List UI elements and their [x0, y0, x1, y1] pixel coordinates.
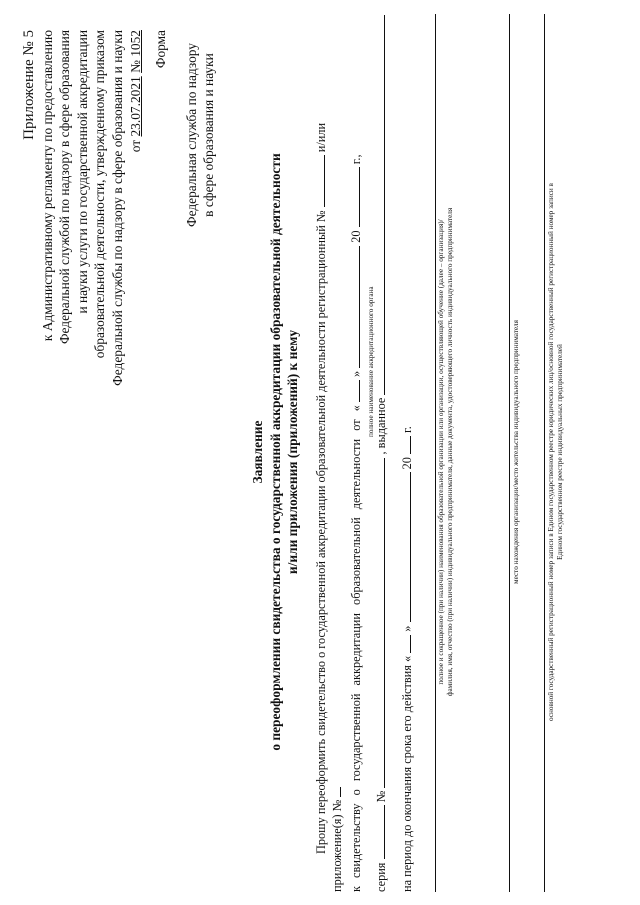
document-subtitle-2: и/или приложения (приложений) к нему: [285, 329, 300, 575]
reg-number-field[interactable]: [314, 155, 325, 207]
ogrn-caption-2: Едином государственном реестре индивидуальных предпринимателей: [556, 344, 564, 560]
appendix-number: Приложение № 5: [21, 30, 37, 140]
recipient-line-1: Федеральная служба по надзору: [184, 43, 199, 228]
reglament-line-3: и науки услуги по государственной аккредитации: [74, 30, 90, 314]
series-field[interactable]: [374, 805, 385, 859]
cert-year-field[interactable]: [349, 167, 360, 227]
form-label: Форма: [153, 30, 168, 69]
org-name-line[interactable]: [435, 14, 436, 892]
period-year-prefix: 20: [400, 457, 414, 470]
series-label: серия: [374, 862, 388, 892]
cert-day-field[interactable]: [349, 380, 360, 402]
issued-text: , выданное: [374, 397, 388, 455]
cert-number-field[interactable]: [374, 458, 385, 788]
reglament-line-4: образовательной деятельности, утвержденному приказом: [92, 30, 108, 359]
document-subtitle-1: о переоформлении свидетельства о государственной аккредитации образовательной деятельности: [268, 153, 283, 751]
recipient-line-2: в сфере образования и науки: [201, 53, 217, 217]
cert-year-prefix: 20: [349, 230, 363, 243]
document-title: Заявление: [250, 420, 265, 484]
period-day-field[interactable]: [400, 635, 411, 653]
approval-block: [21, 30, 144, 430]
cert-year-suffix: г.,: [349, 154, 363, 165]
request-line-5: [399, 426, 415, 892]
order-date: 23.07.2021: [127, 76, 143, 137]
location-line[interactable]: [509, 14, 510, 892]
org-name-caption: полное и сокращенное (при наличии) наименования образовательной организации или организации, осуществляющей обучение (далее – организация)/: [437, 219, 445, 685]
request-line-3: [348, 154, 364, 892]
reglament-line-1: к Административному регламенту по предоставлению: [39, 30, 55, 342]
order-line: [127, 30, 145, 430]
reglament-line-2: Федеральной службой по надзору в сфере образования: [57, 30, 73, 345]
appendix-number-field[interactable]: [330, 787, 341, 797]
location-caption: место нахождения организации/место жительства индивидуального предпринимателя: [512, 320, 520, 584]
order-prefix: от: [127, 139, 143, 153]
period-month-field[interactable]: [400, 472, 411, 622]
entrepreneur-caption: фамилия, имя, отчество (при наличии) индивидуального предпринимателя, данные документа, удостоверяющего личность индивидуального предпринимателя: [446, 207, 454, 697]
ogrn-caption-1: основной государственный регистрационный номер записи в Едином государственном реестре юридических лиц/основной государственный регистрационный номер записи в: [547, 183, 555, 721]
order-number: № 1052: [127, 30, 143, 73]
period-year-field[interactable]: [400, 436, 411, 454]
ogrn-line[interactable]: [544, 14, 545, 892]
period-year-suffix: г.: [400, 426, 414, 433]
request-line-1: [313, 123, 329, 854]
or-text: и/или: [314, 122, 328, 153]
issued-by-field[interactable]: [374, 15, 385, 395]
rotated-form: [15, 12, 625, 892]
recipient-block: [183, 30, 218, 240]
request-text: Прошу переоформить свидетельство о государственной аккредитации образовательной деятельности регистрационный №: [314, 210, 328, 854]
certificate-text: к свидетельству о государственной аккредитации образовательной деятельности от «: [349, 405, 363, 892]
period-day-close: »: [400, 625, 414, 632]
request-line-4: [373, 15, 389, 892]
appendix-no-text: приложение(я) №: [330, 799, 344, 892]
request-line-2: [329, 787, 345, 892]
accreditation-body-caption: полное наименование аккредитационного органа: [367, 286, 375, 437]
period-text: на период до окончания срока его действия «: [400, 655, 414, 892]
cert-day-close: »: [349, 370, 363, 378]
number-label: №: [374, 790, 388, 803]
cert-month-field[interactable]: [349, 246, 360, 368]
reglament-line-5: Федеральной службы по надзору в сфере образования и науки: [109, 30, 125, 386]
